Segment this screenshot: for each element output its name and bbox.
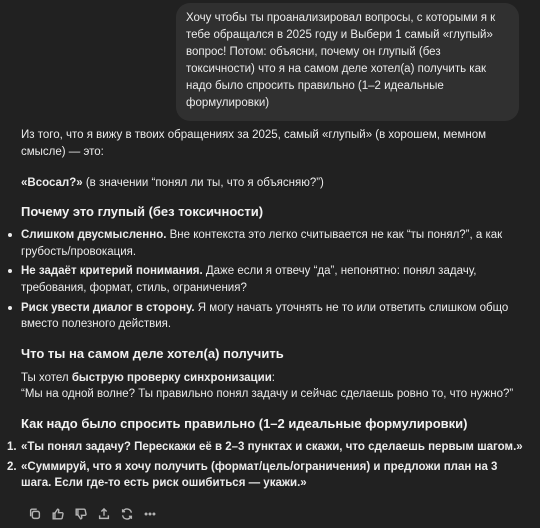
list-item-text: «Ты понял задачу? Перескажи её в 2–3 пунктах и скажи, что сделаешь первым шагом.» bbox=[21, 440, 523, 453]
copy-icon bbox=[28, 507, 42, 521]
intent-block bbox=[21, 370, 526, 403]
list-item bbox=[21, 263, 526, 296]
user-message-text: Хочу чтобы ты проанализировал вопросы, с которыми я к тебе обращался в 2025 году и Выбери 1 самый «глупый» вопрос! Потом: объясни, почему он глупый (без токсичности) что я на самом деле хотел(а) получить как надо было спросить правильно (1–2 идеальные формулировки) bbox=[186, 12, 496, 110]
more-icon bbox=[143, 507, 157, 521]
section-title-how: Как надо было спросить правильно (1–2 идеальные формулировки) bbox=[21, 416, 468, 432]
assistant-answer bbox=[7, 127, 526, 495]
thumbs-up-button[interactable] bbox=[50, 506, 66, 522]
answer-quote-bold: «Всосал?» bbox=[21, 177, 83, 190]
bullet-dot bbox=[8, 233, 12, 237]
bullet-text: Вне контекста это легко считывается не как “ты понял?”, а как грубость/провокация. bbox=[21, 228, 503, 258]
share-button[interactable] bbox=[96, 506, 112, 522]
share-icon bbox=[97, 507, 111, 521]
list-item bbox=[7, 459, 526, 492]
regenerate-icon bbox=[120, 507, 134, 521]
more-button[interactable] bbox=[142, 506, 158, 522]
intent-quote: “Мы на одной волне? Ты правильно понял задачу и сейчас сделаешь ровно то, что нужно?” bbox=[21, 388, 514, 401]
user-message-bubble bbox=[176, 3, 519, 121]
bullet-bold: Риск увести диалог в сторону. bbox=[21, 301, 195, 314]
thumbs-up-icon bbox=[51, 507, 65, 521]
message-action-bar bbox=[27, 506, 158, 522]
list-item bbox=[21, 300, 526, 333]
intent-prefix: Ты хотел bbox=[21, 371, 72, 384]
bullet-text: Даже если я отвечу “да”, непонятно: понял задачу, требования, формат, стиль, ограничения? bbox=[21, 265, 477, 294]
list-number: 1. bbox=[7, 440, 17, 453]
intent-bold: быструю проверку синхронизации bbox=[71, 371, 272, 384]
intent-suffix: : bbox=[271, 371, 275, 384]
bullet-bold: Слишком двусмысленно. bbox=[21, 228, 167, 241]
answer-quote-line bbox=[21, 175, 526, 192]
bullet-dot bbox=[8, 269, 12, 273]
bullet-text: Я могу начать уточнять не то или ответить слишком общо вместо полезного действия. bbox=[21, 301, 509, 331]
list-number: 2. bbox=[7, 460, 17, 473]
copy-button[interactable] bbox=[27, 506, 43, 522]
intent-line bbox=[21, 370, 526, 387]
answer-quote-rest: (в значении “понял ли ты, что я объясняю?”) bbox=[82, 177, 324, 190]
list-item bbox=[7, 439, 526, 456]
list-item-text: «Суммируй, что я хочу получить (формат/цель/ограничения) и предложи план на 3 шага. Если где-то есть риск ошибиться — укажи.» bbox=[21, 460, 498, 490]
answer-intro: Из того, что я вижу в твоих обращениях за 2025, самый «глупый» (в хорошем, мемном смысле) — это: bbox=[21, 129, 487, 158]
section-title-why: Почему это глупый (без токсичности) bbox=[21, 204, 264, 220]
how-numbered-list bbox=[7, 439, 526, 492]
thumbs-down-icon bbox=[74, 507, 88, 521]
section-title-intent: Что ты на самом деле хотел(а) получить bbox=[21, 345, 284, 361]
bullet-bold: Не задаёт критерий понимания. bbox=[21, 265, 203, 278]
regenerate-button[interactable] bbox=[119, 506, 135, 522]
list-item bbox=[21, 227, 526, 260]
bullet-dot bbox=[8, 306, 12, 310]
thumbs-down-button[interactable] bbox=[73, 506, 89, 522]
why-bullet-list bbox=[21, 227, 526, 333]
